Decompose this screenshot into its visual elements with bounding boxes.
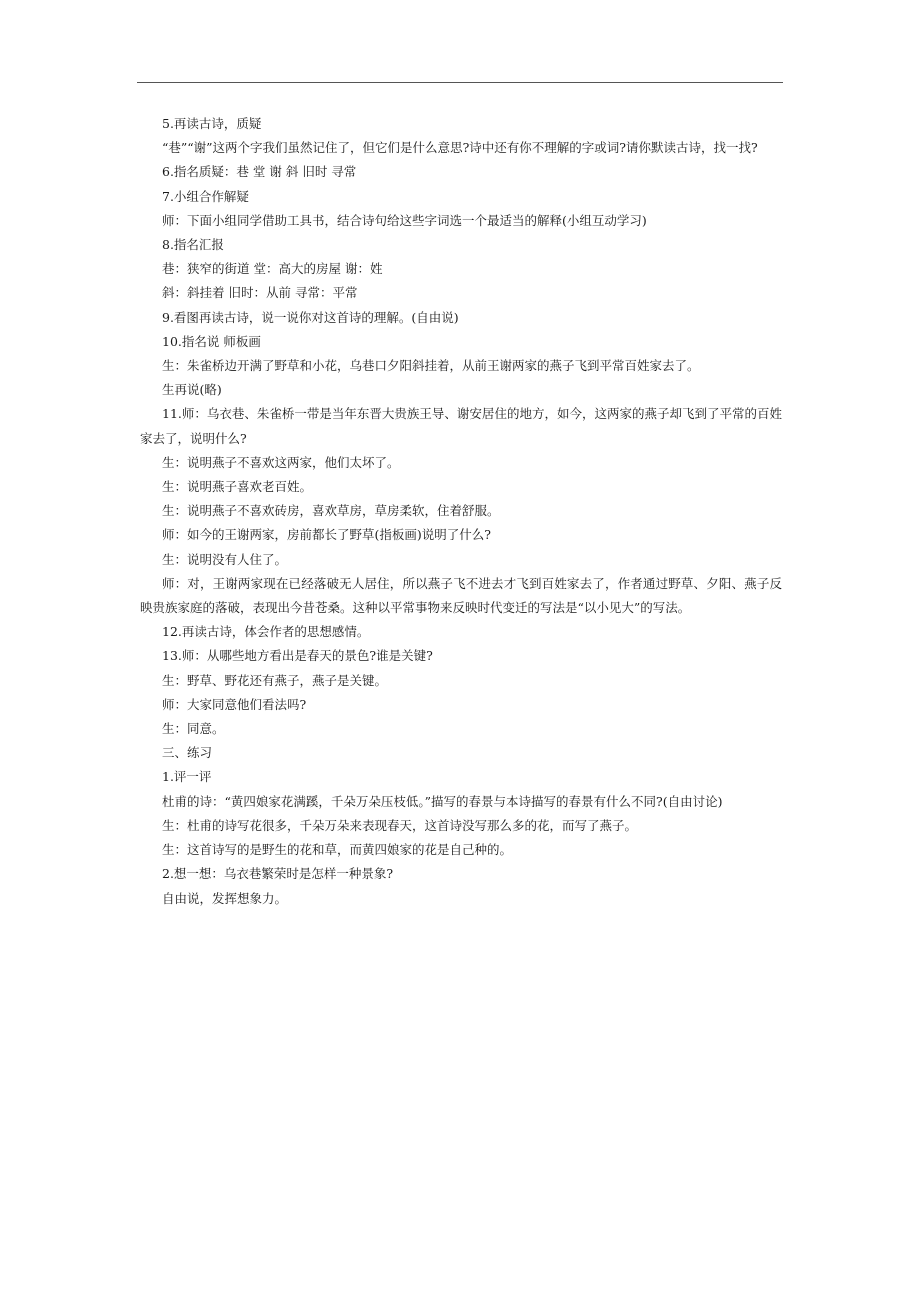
paragraph: 杜甫的诗：“黄四娘家花满蹊，千朵万朵压枝低。”描写的春景与本诗描写的春景有什么不同?(自由讨论) [162,793,723,809]
paragraph: 生：这首诗写的是野生的花和草，而黄四娘家的花是自己种的。 [162,842,513,858]
paragraph: 11.师：乌衣巷、朱雀桥一带是当年东晋大贵族王导、谢安居住的地方，如今，这两家的燕子却飞到了平常的百姓家去了，说明什么? [140,406,782,446]
paragraph: 自由说，发挥想象力。 [162,890,288,906]
paragraph: 生：杜甫的诗写花很多，千朵万朵来表现春天，这首诗没写那么多的花，而写了燕子。 [162,817,638,833]
paragraph: 9.看图再读古诗，说一说你对这首诗的理解。(自由说) [162,309,459,325]
document-body [140,112,782,911]
paragraph: 师：如今的王谢两家，房前都长了野草(指板画)说明了什么? [162,527,491,543]
paragraph: 13.师：从哪些地方看出是春天的景色?谁是关键? [162,648,433,664]
section-heading-practice: 三、练习 [162,745,213,761]
heading-report: 8.指名汇报 [162,237,224,253]
paragraph: 2.想一想：乌衣巷繁荣时是怎样一种景象? [162,866,394,882]
paragraph: 生：说明没有人住了。 [162,551,288,567]
paragraph: 生：说明燕子不喜欢砖房，喜欢草房，草房柔软，住着舒服。 [162,503,500,519]
paragraph: 10.指名说 师板画 [162,333,261,349]
heading-reread-question: 5.再读古诗，质疑 [162,116,262,131]
header-rule [137,82,783,83]
paragraph: 生：说明燕子喜欢老百姓。 [162,479,313,495]
heading-group-work: 7.小组合作解疑 [162,188,249,204]
paragraph: 师：对，王谢两家现在已经落破无人居住，所以燕子飞不进去才飞到百姓家去了，作者通过野草、夕阳、燕子反映贵族家庭的落破，表现出今昔苍桑。这种以平常事物来反映时代变迁的写法是“以小见大”的写法。 [140,575,782,616]
paragraph: 生：野草、野花还有燕子，燕子是关键。 [162,672,388,688]
paragraph: 巷：狭窄的街道 堂：高大的房屋 谢：姓 [162,261,383,277]
paragraph: 师：大家同意他们看法吗? [162,696,307,712]
paragraph: 12.再读古诗，体会作者的思想感情。 [162,624,370,640]
paragraph: 斜：斜挂着 旧时：从前 寻常：平常 [162,285,358,301]
paragraph: 生再说(略) [162,382,222,398]
paragraph: 1.评一评 [162,769,212,785]
paragraph: 生：同意。 [162,721,225,737]
paragraph: 生：朱雀桥边开满了野草和小花，乌巷口夕阳斜挂着，从前王谢两家的燕子飞到平常百姓家去了。 [162,358,700,374]
paragraph: 生：说明燕子不喜欢这两家，他们太坏了。 [162,454,400,470]
paragraph: 师：下面小组同学借助工具书，结合诗句给这些字词选一个最适当的解释(小组互动学习) [162,212,647,228]
paragraph: “巷”“谢”这两个字我们虽然记住了，但它们是什么意思?诗中还有你不理解的字或词?请你默读古诗，找一找? [162,140,758,156]
paragraph: 6.指名质疑：巷 堂 谢 斜 旧时 寻常 [162,164,357,180]
